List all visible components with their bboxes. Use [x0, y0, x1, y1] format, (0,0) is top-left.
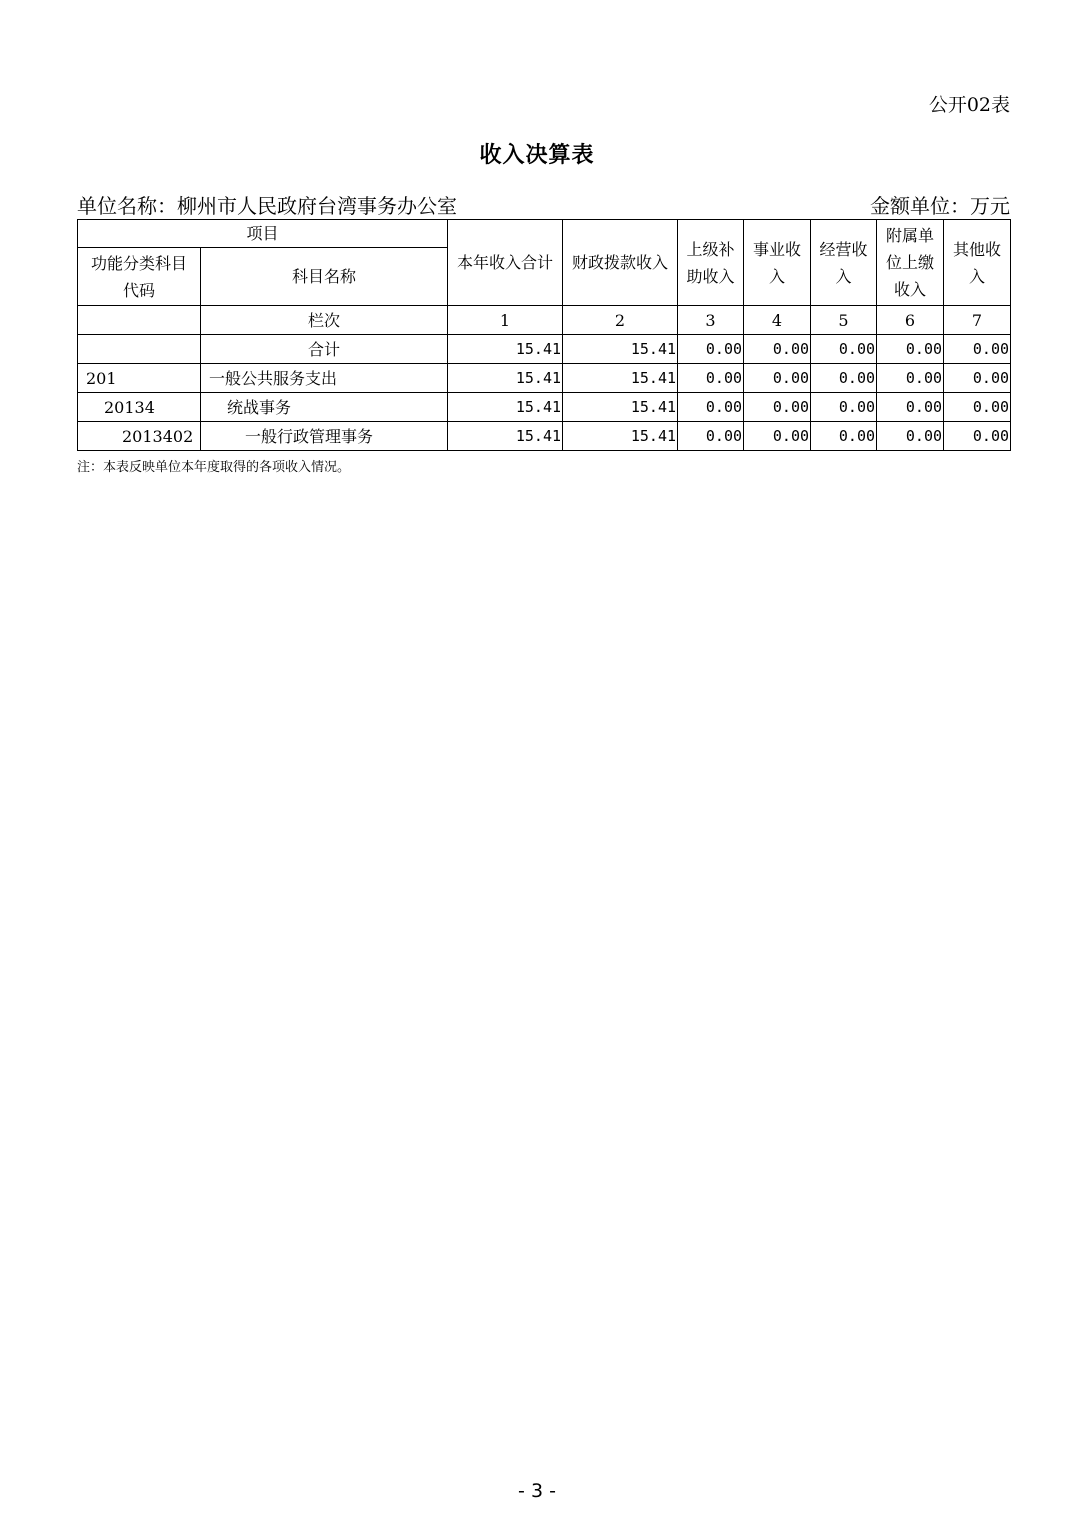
- row-value: 0.00: [678, 422, 744, 451]
- form-number: 公开02表: [928, 94, 1010, 116]
- row-name: 一般行政管理事务: [201, 422, 448, 451]
- header-business: 事业收入: [744, 220, 811, 306]
- row-name: 合计: [201, 335, 448, 364]
- row-code: [78, 335, 201, 364]
- header-subject-name: 科目名称: [201, 248, 448, 306]
- column-number: 4: [744, 306, 811, 335]
- row-code: 201: [78, 364, 201, 393]
- row-value: 0.00: [744, 335, 811, 364]
- row-value: 0.00: [744, 422, 811, 451]
- row-value: 0.00: [678, 364, 744, 393]
- header-operating: 经营收入: [811, 220, 877, 306]
- header-total: 本年收入合计: [448, 220, 563, 306]
- row-value: 0.00: [811, 422, 877, 451]
- header-row-1: [78, 220, 1011, 248]
- row-value: 15.41: [448, 393, 563, 422]
- row-value: 15.41: [448, 422, 563, 451]
- table-row: [78, 393, 1011, 422]
- amount-unit: 金额单位：万元: [870, 194, 1010, 218]
- row-value: 0.00: [944, 364, 1011, 393]
- row-value: 0.00: [811, 393, 877, 422]
- header-superior: 上级补助收入: [678, 220, 744, 306]
- row-name: 统战事务: [201, 393, 448, 422]
- row-value: 15.41: [448, 335, 563, 364]
- row-value: 0.00: [877, 364, 944, 393]
- row-value: 0.00: [944, 393, 1011, 422]
- header-fiscal: 财政拨款收入: [563, 220, 678, 306]
- row-value: 0.00: [877, 393, 944, 422]
- row-value: 0.00: [678, 335, 744, 364]
- row-value: 0.00: [811, 364, 877, 393]
- row-value: 0.00: [744, 364, 811, 393]
- column-row-label: 栏次: [201, 306, 448, 335]
- row-value: 15.41: [563, 393, 678, 422]
- row-value: 0.00: [678, 393, 744, 422]
- column-number: 2: [563, 306, 678, 335]
- column-number: 7: [944, 306, 1011, 335]
- unit-name: 单位名称：柳州市人民政府台湾事务办公室: [77, 194, 457, 218]
- column-number: 5: [811, 306, 877, 335]
- row-value: 0.00: [877, 422, 944, 451]
- document-title: 收入决算表: [479, 142, 595, 168]
- column-row-blank: [78, 306, 201, 335]
- page-number: - 3 -: [518, 1480, 556, 1502]
- row-value: 15.41: [563, 335, 678, 364]
- header-item: 项目: [78, 220, 448, 248]
- row-code: 20134: [78, 393, 201, 422]
- table-row: [78, 422, 1011, 451]
- table-note: 注：本表反映单位本年度取得的各项收入情况。: [77, 460, 351, 475]
- row-value: 15.41: [563, 364, 678, 393]
- row-name: 一般公共服务支出: [201, 364, 448, 393]
- row-value: 0.00: [811, 335, 877, 364]
- row-value: 0.00: [744, 393, 811, 422]
- row-value: 15.41: [448, 364, 563, 393]
- row-value: 0.00: [944, 335, 1011, 364]
- column-number: 1: [448, 306, 563, 335]
- header-func-code: 功能分类科目代码: [78, 248, 201, 306]
- row-value: 0.00: [877, 335, 944, 364]
- column-number-row: [78, 306, 1011, 335]
- header-affiliated: 附属单位上缴收入: [877, 220, 944, 306]
- column-number: 3: [678, 306, 744, 335]
- header-other: 其他收入: [944, 220, 1011, 306]
- table-row: [78, 364, 1011, 393]
- row-value: 15.41: [563, 422, 678, 451]
- row-value: 0.00: [944, 422, 1011, 451]
- income-table: [77, 219, 1011, 451]
- column-number: 6: [877, 306, 944, 335]
- table-row-total: [78, 335, 1011, 364]
- row-code: 2013402: [78, 422, 201, 451]
